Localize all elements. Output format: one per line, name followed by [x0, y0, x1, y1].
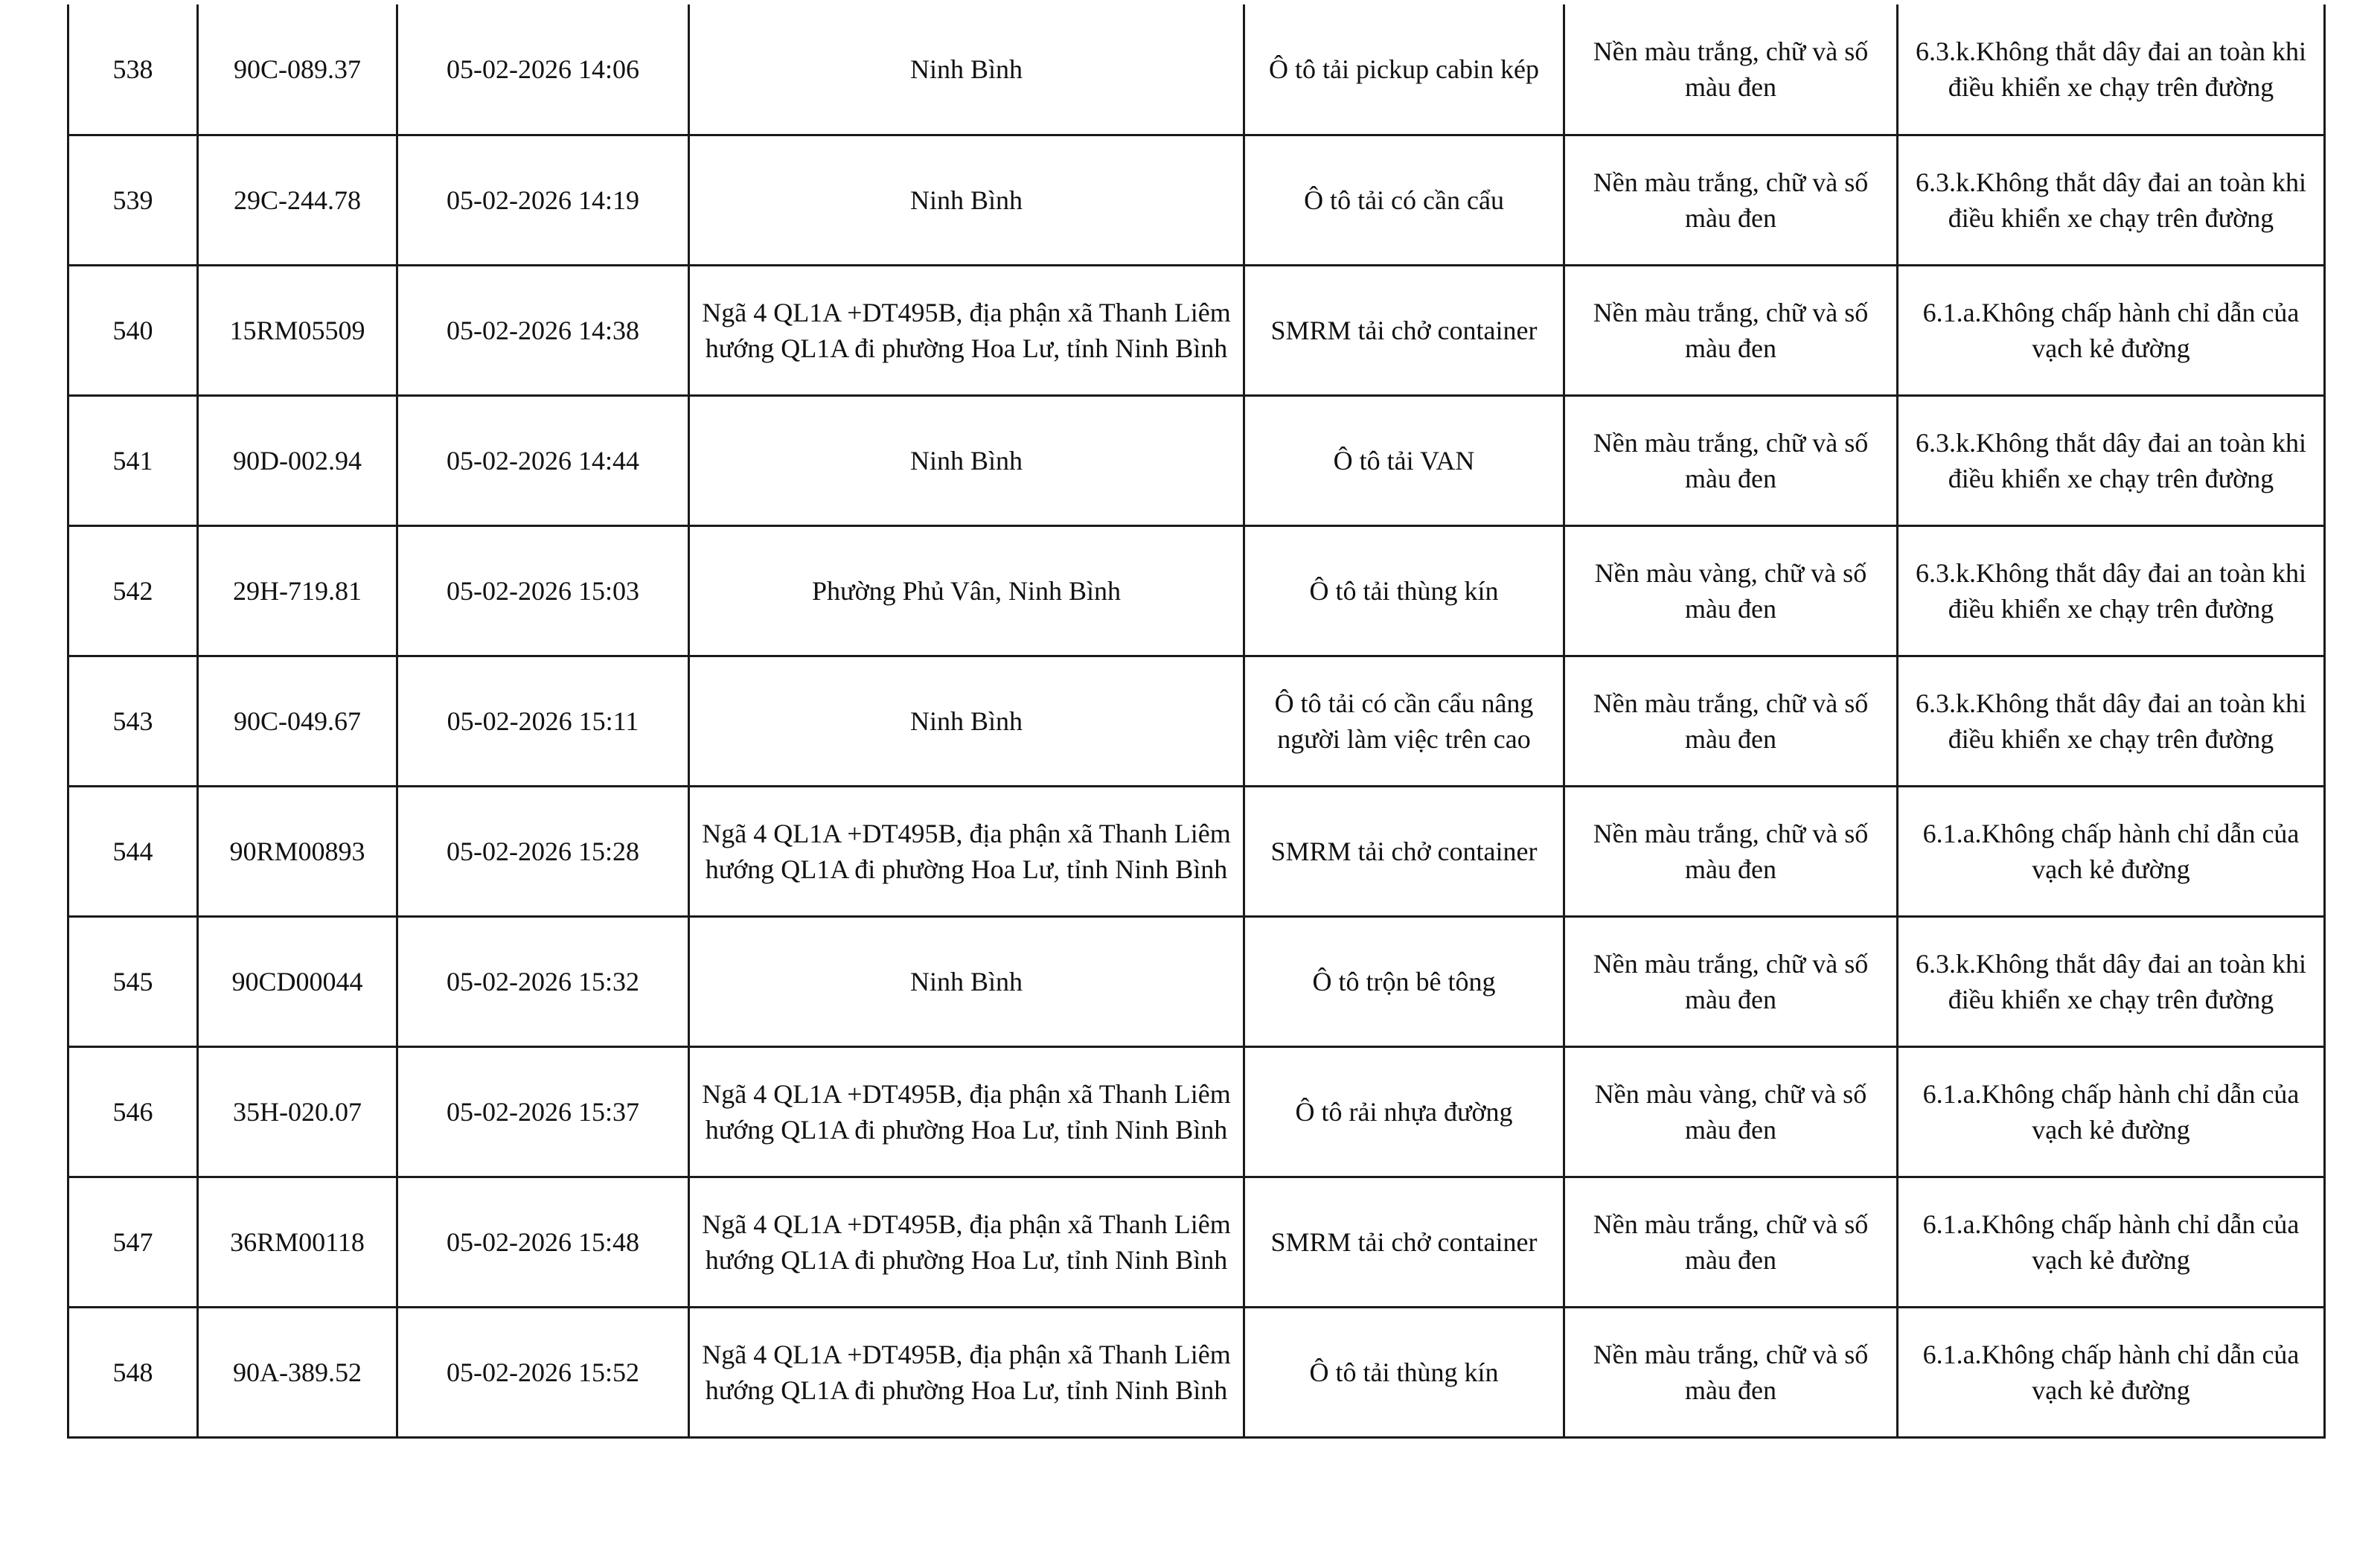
cell-stt: 546 — [68, 1046, 198, 1177]
cell-vehicle-type: Ô tô tải thùng kín — [1244, 525, 1564, 656]
cell-plate: 90RM00893 — [198, 786, 397, 916]
cell-stt: 548 — [68, 1307, 198, 1437]
cell-time: 05-02-2026 15:48 — [397, 1177, 689, 1307]
cell-time: 05-02-2026 15:32 — [397, 916, 689, 1046]
cell-time: 05-02-2026 15:11 — [397, 656, 689, 786]
table-row — [68, 135, 2325, 265]
cell-plate-color: Nền màu trắng, chữ và số màu đen — [1564, 916, 1898, 1046]
cell-violation: 6.3.k.Không thắt dây đai an toàn khi điều khiển xe chạy trên đường — [1898, 525, 2325, 656]
table-row — [68, 1177, 2325, 1307]
cell-plate: 90C-089.37 — [198, 4, 397, 135]
cell-plate-color: Nền màu trắng, chữ và số màu đen — [1564, 1177, 1898, 1307]
cell-location: Ninh Bình — [689, 395, 1244, 525]
table-row — [68, 395, 2325, 525]
table-row — [68, 656, 2325, 786]
cell-location: Ngã 4 QL1A +DT495B, địa phận xã Thanh Liêm hướng QL1A đi phường Hoa Lư, tỉnh Ninh Bình — [689, 1046, 1244, 1177]
cell-violation: 6.3.k.Không thắt dây đai an toàn khi điều khiển xe chạy trên đường — [1898, 135, 2325, 265]
table-row — [68, 265, 2325, 395]
table-row — [68, 786, 2325, 916]
cell-stt: 547 — [68, 1177, 198, 1307]
cell-time: 05-02-2026 15:37 — [397, 1046, 689, 1177]
cell-location: Ninh Bình — [689, 656, 1244, 786]
cell-violation: 6.1.a.Không chấp hành chỉ dẫn của vạch kẻ đường — [1898, 1177, 2325, 1307]
table-row — [68, 525, 2325, 656]
cell-vehicle-type: Ô tô tải pickup cabin kép — [1244, 4, 1564, 135]
cell-plate-color: Nền màu trắng, chữ và số màu đen — [1564, 135, 1898, 265]
cell-location: Ngã 4 QL1A +DT495B, địa phận xã Thanh Liêm hướng QL1A đi phường Hoa Lư, tỉnh Ninh Bình — [689, 1177, 1244, 1307]
cell-time: 05-02-2026 14:38 — [397, 265, 689, 395]
violations-table-body — [68, 4, 2325, 1437]
cell-plate: 29C-244.78 — [198, 135, 397, 265]
cell-location: Ninh Bình — [689, 4, 1244, 135]
cell-location: Ninh Bình — [689, 916, 1244, 1046]
cell-location: Phường Phủ Vân, Ninh Bình — [689, 525, 1244, 656]
cell-plate: 90C-049.67 — [198, 656, 397, 786]
cell-time: 05-02-2026 14:44 — [397, 395, 689, 525]
cell-violation: 6.1.a.Không chấp hành chỉ dẫn của vạch kẻ đường — [1898, 1307, 2325, 1437]
cell-stt: 539 — [68, 135, 198, 265]
cell-violation: 6.3.k.Không thắt dây đai an toàn khi điều khiển xe chạy trên đường — [1898, 395, 2325, 525]
cell-plate: 36RM00118 — [198, 1177, 397, 1307]
cell-plate: 15RM05509 — [198, 265, 397, 395]
cell-plate-color: Nền màu trắng, chữ và số màu đen — [1564, 4, 1898, 135]
cell-time: 05-02-2026 15:52 — [397, 1307, 689, 1437]
cell-plate-color: Nền màu trắng, chữ và số màu đen — [1564, 786, 1898, 916]
cell-stt: 543 — [68, 656, 198, 786]
cell-location: Ngã 4 QL1A +DT495B, địa phận xã Thanh Liêm hướng QL1A đi phường Hoa Lư, tỉnh Ninh Bình — [689, 265, 1244, 395]
cell-stt: 541 — [68, 395, 198, 525]
cell-vehicle-type: SMRM tải chở container — [1244, 265, 1564, 395]
cell-plate-color: Nền màu trắng, chữ và số màu đen — [1564, 1307, 1898, 1437]
cell-plate-color: Nền màu trắng, chữ và số màu đen — [1564, 656, 1898, 786]
cell-location: Ngã 4 QL1A +DT495B, địa phận xã Thanh Liêm hướng QL1A đi phường Hoa Lư, tỉnh Ninh Bình — [689, 786, 1244, 916]
cell-plate-color: Nền màu vàng, chữ và số màu đen — [1564, 1046, 1898, 1177]
cell-plate-color: Nền màu vàng, chữ và số màu đen — [1564, 525, 1898, 656]
cell-violation: 6.1.a.Không chấp hành chỉ dẫn của vạch kẻ đường — [1898, 1046, 2325, 1177]
table-row — [68, 4, 2325, 135]
cell-violation: 6.3.k.Không thắt dây đai an toàn khi điều khiển xe chạy trên đường — [1898, 916, 2325, 1046]
cell-time: 05-02-2026 14:19 — [397, 135, 689, 265]
cell-plate-color: Nền màu trắng, chữ và số màu đen — [1564, 265, 1898, 395]
cell-vehicle-type: SMRM tải chở container — [1244, 786, 1564, 916]
cell-time: 05-02-2026 15:28 — [397, 786, 689, 916]
table-row — [68, 916, 2325, 1046]
table-row — [68, 1307, 2325, 1437]
cell-vehicle-type: SMRM tải chở container — [1244, 1177, 1564, 1307]
cell-plate: 90A-389.52 — [198, 1307, 397, 1437]
cell-vehicle-type: Ô tô trộn bê tông — [1244, 916, 1564, 1046]
cell-vehicle-type: Ô tô tải có cần cẩu — [1244, 135, 1564, 265]
cell-plate: 29H-719.81 — [198, 525, 397, 656]
cell-location: Ninh Bình — [689, 135, 1244, 265]
cell-plate: 90D-002.94 — [198, 395, 397, 525]
cell-plate: 35H-020.07 — [198, 1046, 397, 1177]
cell-stt: 545 — [68, 916, 198, 1046]
cell-time: 05-02-2026 15:03 — [397, 525, 689, 656]
cell-stt: 538 — [68, 4, 198, 135]
cell-violation: 6.3.k.Không thắt dây đai an toàn khi điều khiển xe chạy trên đường — [1898, 656, 2325, 786]
cell-time: 05-02-2026 14:06 — [397, 4, 689, 135]
cell-vehicle-type: Ô tô tải VAN — [1244, 395, 1564, 525]
cell-violation: 6.1.a.Không chấp hành chỉ dẫn của vạch kẻ đường — [1898, 265, 2325, 395]
cell-stt: 540 — [68, 265, 198, 395]
cell-vehicle-type: Ô tô tải có cần cẩu nâng người làm việc trên cao — [1244, 656, 1564, 786]
cell-vehicle-type: Ô tô tải thùng kín — [1244, 1307, 1564, 1437]
cell-plate-color: Nền màu trắng, chữ và số màu đen — [1564, 395, 1898, 525]
table-row — [68, 1046, 2325, 1177]
cell-location: Ngã 4 QL1A +DT495B, địa phận xã Thanh Liêm hướng QL1A đi phường Hoa Lư, tỉnh Ninh Bình — [689, 1307, 1244, 1437]
cell-stt: 544 — [68, 786, 198, 916]
violations-table — [67, 4, 2326, 1439]
cell-vehicle-type: Ô tô rải nhựa đường — [1244, 1046, 1564, 1177]
cell-violation: 6.3.k.Không thắt dây đai an toàn khi điều khiển xe chạy trên đường — [1898, 4, 2325, 135]
cell-stt: 542 — [68, 525, 198, 656]
cell-plate: 90CD00044 — [198, 916, 397, 1046]
cell-violation: 6.1.a.Không chấp hành chỉ dẫn của vạch kẻ đường — [1898, 786, 2325, 916]
